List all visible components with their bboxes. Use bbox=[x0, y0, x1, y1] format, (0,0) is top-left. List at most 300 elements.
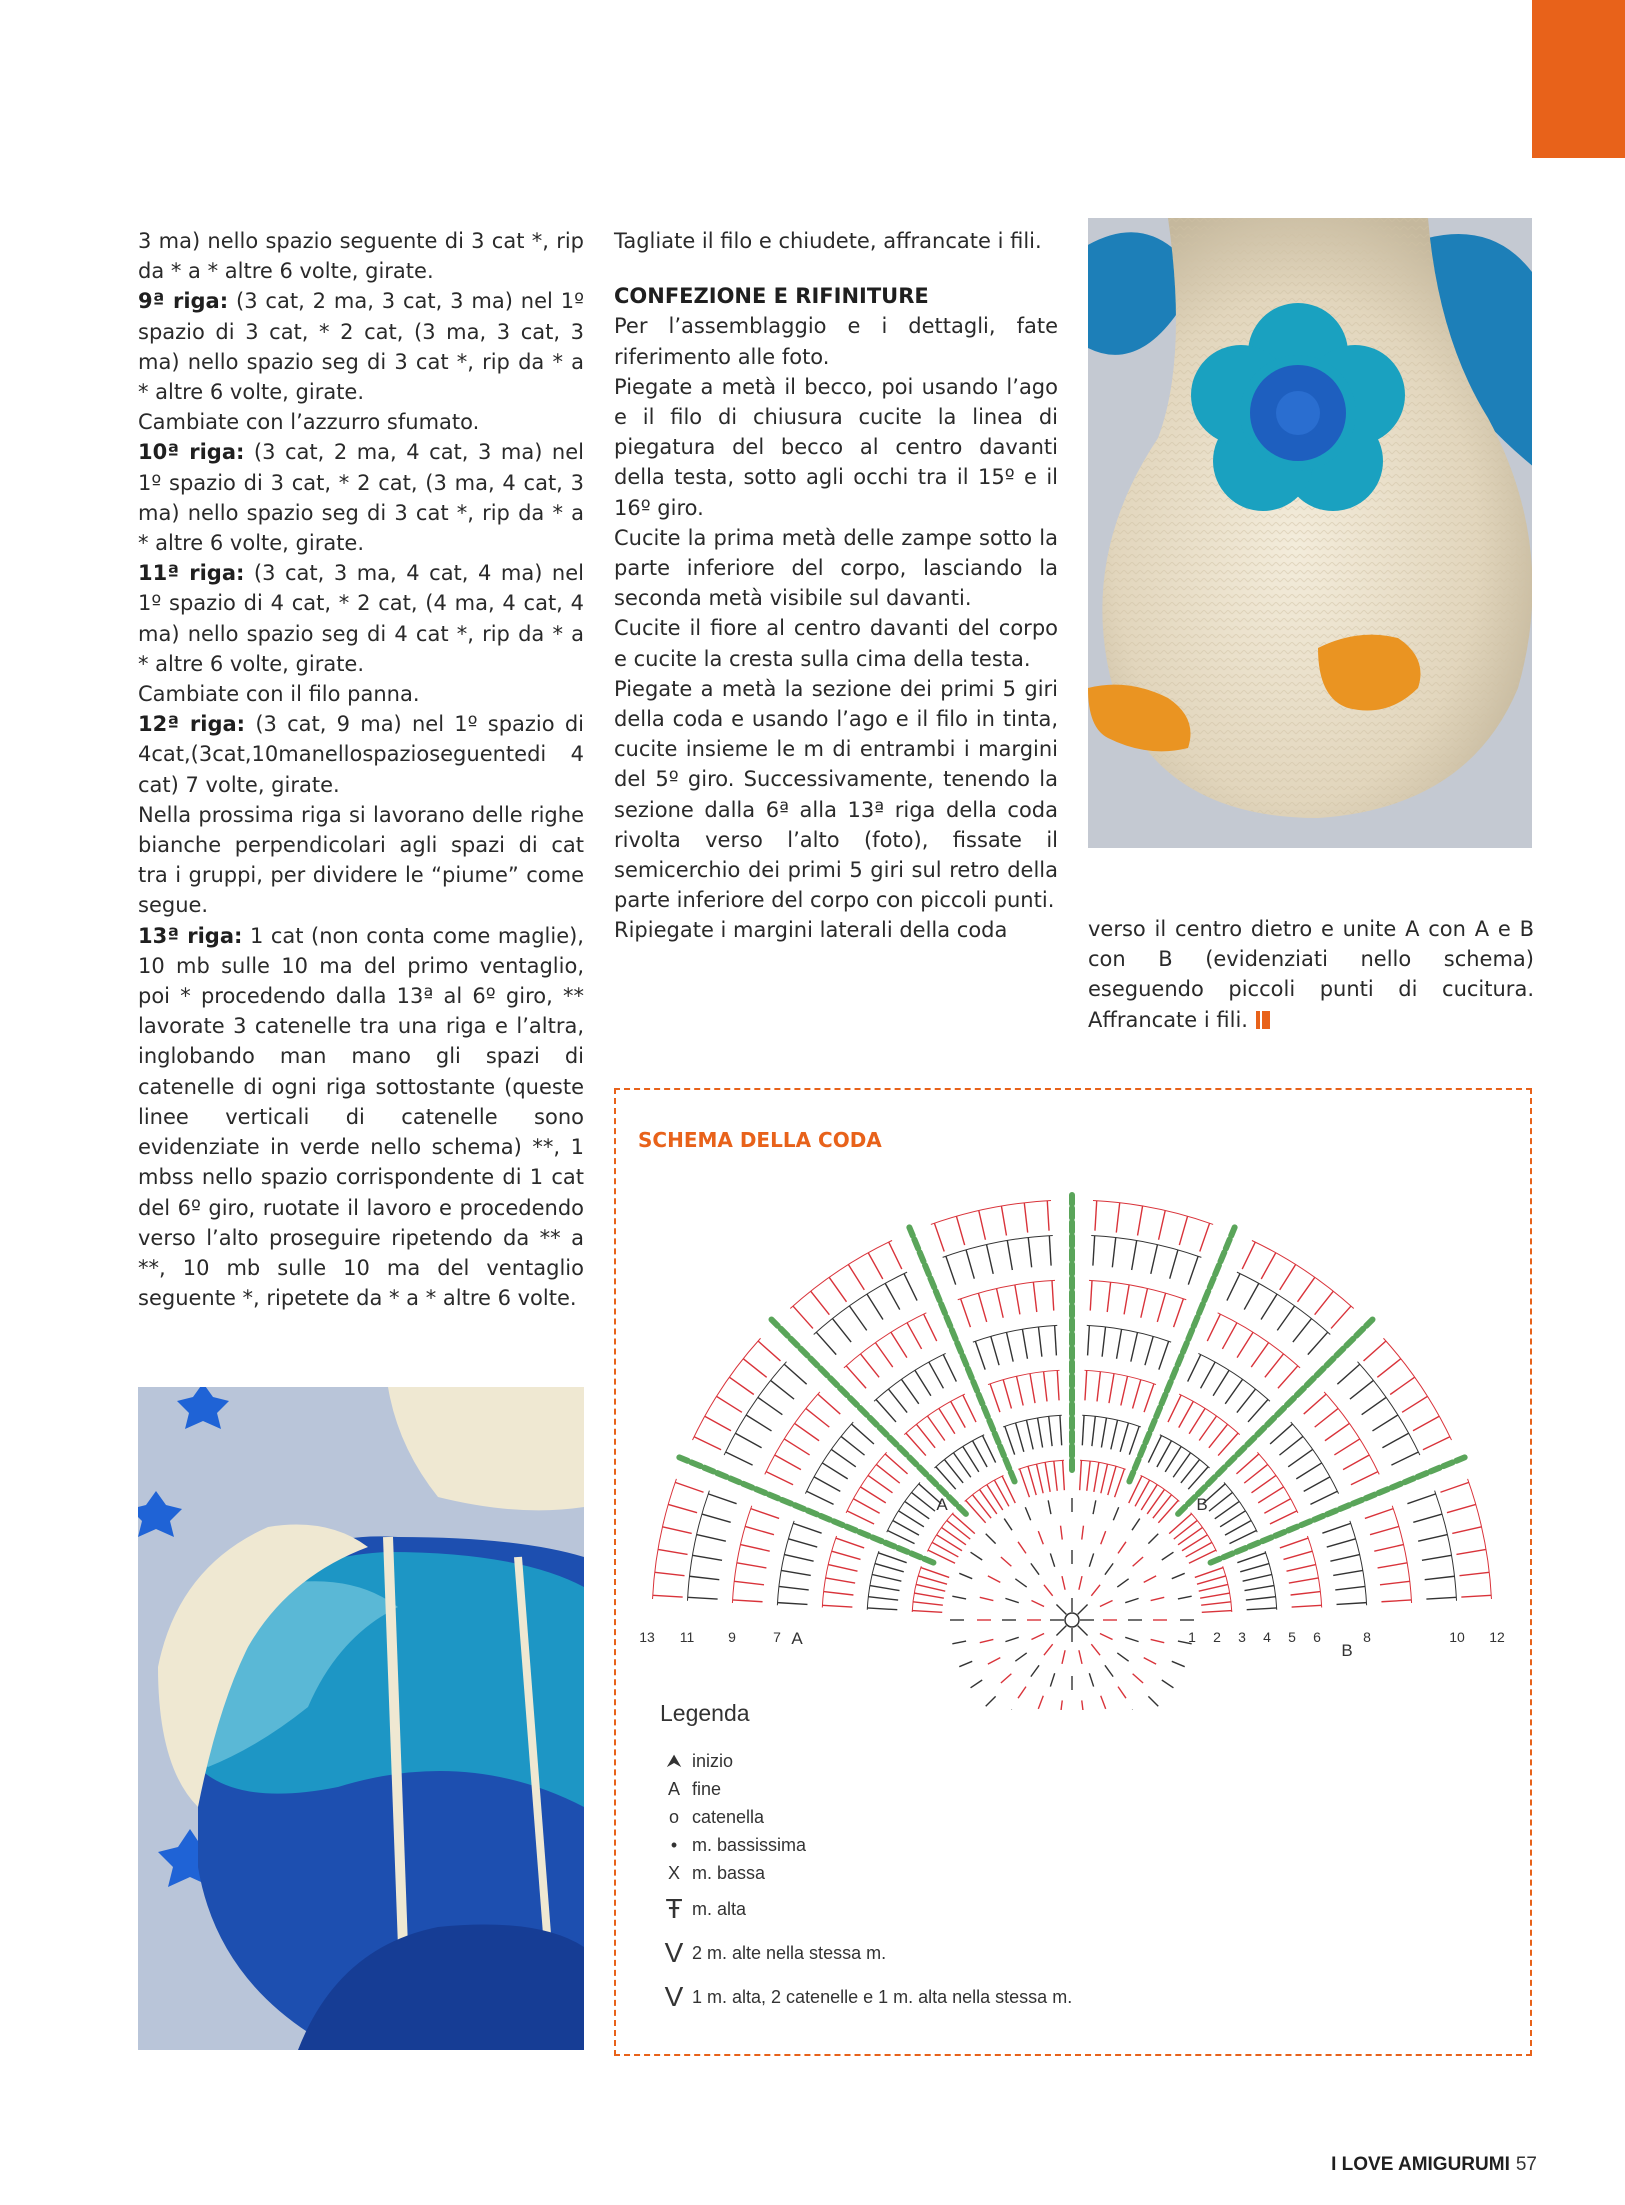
chain-arc bbox=[1018, 1460, 1064, 1469]
stitch-mark bbox=[1062, 1576, 1065, 1590]
chain-arc bbox=[1392, 1506, 1411, 1603]
fan-stitch bbox=[1129, 1426, 1139, 1454]
chain-arc bbox=[965, 1475, 1004, 1501]
fan-stitch bbox=[1225, 1379, 1242, 1403]
stitch-mark bbox=[1056, 1604, 1066, 1614]
fan-stitch bbox=[694, 1437, 721, 1450]
chain-arc bbox=[687, 1491, 709, 1601]
green-chain-line bbox=[1178, 1319, 1372, 1513]
fan-stitch bbox=[1145, 1336, 1153, 1365]
legend-item bbox=[660, 1931, 1160, 1975]
chain-arc bbox=[1218, 1313, 1300, 1368]
section-title: CONFEZIONE E RIFINITURE bbox=[614, 284, 929, 309]
two-dc-same-icon: V bbox=[664, 1937, 684, 1968]
chain-arc bbox=[1160, 1435, 1210, 1468]
join-marker: A bbox=[936, 1495, 948, 1514]
fan-stitch bbox=[1243, 1574, 1272, 1581]
stitch-mark bbox=[1148, 1534, 1158, 1544]
fan-stitch bbox=[1197, 1576, 1226, 1584]
legend bbox=[660, 1700, 1160, 2019]
stitch-mark bbox=[1125, 1598, 1138, 1602]
green-chain-line bbox=[1129, 1227, 1234, 1481]
green-chain-line bbox=[771, 1319, 965, 1513]
fan-stitch bbox=[1060, 1415, 1062, 1445]
fan-stitch bbox=[1291, 1592, 1321, 1595]
chain-arc bbox=[692, 1338, 760, 1440]
fan-stitch bbox=[1246, 1597, 1276, 1600]
fan-stitch bbox=[1377, 1359, 1400, 1378]
fan-stitch bbox=[987, 1485, 1003, 1510]
fan-stitch bbox=[1165, 1446, 1181, 1471]
stitch-mark bbox=[1144, 1576, 1156, 1583]
row-number: 11 bbox=[679, 1629, 695, 1645]
fan-stitch bbox=[1422, 1555, 1452, 1560]
fan-stitch bbox=[1279, 1436, 1302, 1455]
fan-stitch bbox=[1016, 1423, 1024, 1452]
fan-stitch bbox=[947, 1520, 970, 1539]
fan-stitch bbox=[851, 1424, 873, 1444]
fan-stitch bbox=[1391, 1452, 1418, 1465]
stitch-mark bbox=[1078, 1626, 1088, 1636]
stitch-mark bbox=[1018, 1542, 1026, 1554]
fan-stitch bbox=[1158, 1500, 1178, 1522]
fan-stitch bbox=[1362, 1397, 1386, 1414]
fan-stitch bbox=[961, 1299, 971, 1327]
fan-stitch bbox=[743, 1359, 766, 1378]
fan-stitch bbox=[1200, 1223, 1210, 1251]
fan-stitch bbox=[1195, 1568, 1223, 1578]
stitch-mark bbox=[1133, 1674, 1143, 1683]
legend-label: m. alta bbox=[692, 1899, 747, 1919]
fan-stitch bbox=[1097, 1372, 1100, 1402]
fan-stitch bbox=[735, 1433, 761, 1448]
fan-stitch bbox=[811, 1291, 830, 1314]
row-text: Cambiate con l’azzurro sfumato. bbox=[138, 410, 480, 435]
instruction-paragraph bbox=[138, 286, 584, 407]
fan-stitch bbox=[1237, 1332, 1253, 1357]
fan-stitch bbox=[937, 1535, 962, 1551]
fan-stitch bbox=[1055, 1326, 1057, 1356]
instruction-paragraph bbox=[138, 709, 584, 800]
row-label: 11ª riga: bbox=[138, 561, 245, 586]
fan-stitch bbox=[1251, 1475, 1275, 1492]
section-tab bbox=[1532, 0, 1625, 158]
fan-stitch bbox=[818, 1394, 840, 1414]
instruction-paragraph bbox=[138, 679, 584, 709]
fan-stitch bbox=[1153, 1495, 1172, 1518]
fan-stitch bbox=[891, 1332, 907, 1357]
stitch-mark bbox=[1091, 1644, 1100, 1655]
fan-stitch bbox=[987, 1245, 994, 1274]
fan-stitch bbox=[746, 1415, 771, 1431]
fan-stitch bbox=[662, 1527, 691, 1534]
fan-stitch bbox=[1201, 1602, 1231, 1605]
stitch-mark bbox=[1082, 1526, 1084, 1540]
fan-stitch bbox=[1447, 1504, 1476, 1512]
fan-stitch bbox=[943, 1355, 956, 1382]
legend-label: 1 m. alta, 2 catenelle e 1 m. alta nella stessa m. bbox=[692, 1987, 1073, 2007]
fan-stitch bbox=[966, 1500, 986, 1522]
fan-stitch bbox=[941, 1527, 965, 1544]
instructions-column-2 bbox=[614, 226, 1058, 946]
stitch-mark bbox=[971, 1552, 983, 1560]
row-number: 1 bbox=[1188, 1629, 1196, 1645]
fan-stitch bbox=[1284, 1551, 1313, 1559]
fan-stitch bbox=[847, 1511, 874, 1524]
legend-item bbox=[660, 1775, 1160, 1803]
stitch-mark bbox=[1078, 1604, 1088, 1614]
fan-stitch bbox=[885, 1454, 907, 1474]
fan-stitch bbox=[973, 1441, 988, 1467]
fan-stitch bbox=[1315, 1291, 1334, 1314]
chain-arc bbox=[777, 1521, 794, 1605]
fan-stitch bbox=[1092, 1416, 1095, 1446]
stitch-mark bbox=[1117, 1579, 1128, 1587]
stitch-mark bbox=[1172, 1573, 1185, 1578]
finishing-paragraph: Cucite la prima metà delle zampe sotto la parte inferiore del corpo, lasciando la seconda metà visibile sul davanti. bbox=[614, 525, 1058, 611]
stitch-mark bbox=[1079, 1576, 1082, 1590]
stitch-mark bbox=[1031, 1665, 1039, 1676]
fan-stitch bbox=[702, 1514, 731, 1522]
closing-text: verso il centro dietro e unite A con A e B con B (evidenziati nello schema) eseguendo piccoli punti di cucitura. Affrancate i fili. bbox=[1088, 917, 1534, 1032]
fan-stitch bbox=[1202, 1611, 1232, 1613]
fan-stitch bbox=[1028, 1237, 1031, 1267]
join-marker: B bbox=[1341, 1641, 1353, 1660]
fan-stitch bbox=[990, 1384, 1000, 1412]
stitch-mark bbox=[1113, 1507, 1118, 1520]
fan-stitch bbox=[1364, 1341, 1386, 1361]
fan-stitch bbox=[939, 1408, 955, 1433]
legend-item bbox=[660, 1887, 1160, 1931]
fan-stitch bbox=[771, 1380, 794, 1399]
fan-stitch bbox=[915, 1370, 931, 1395]
chain-arc bbox=[1089, 1280, 1186, 1299]
fan-stitch bbox=[901, 1379, 918, 1403]
fan-stitch bbox=[1151, 1245, 1158, 1274]
stitch-mark bbox=[1079, 1650, 1082, 1664]
fan-stitch bbox=[1024, 1203, 1027, 1233]
legend-title: Legenda bbox=[660, 1700, 750, 1726]
tail-crochet-chart bbox=[616, 1090, 1530, 1710]
legend-label: 2 m. alte nella stessa m. bbox=[692, 1943, 887, 1963]
fan-stitch bbox=[1370, 1526, 1399, 1534]
fan-stitch bbox=[946, 1256, 956, 1284]
fan-stitch bbox=[1094, 1462, 1099, 1492]
fan-stitch bbox=[1174, 1520, 1197, 1539]
fan-stitch bbox=[1044, 1372, 1047, 1402]
fan-stitch bbox=[898, 1511, 923, 1527]
fan-stitch bbox=[1264, 1499, 1290, 1514]
fan-stitch bbox=[1413, 1514, 1442, 1522]
fan-stitch bbox=[816, 1332, 836, 1354]
stitch-mark bbox=[1015, 1579, 1026, 1587]
fan-stitch bbox=[717, 1396, 742, 1412]
stitch-mark bbox=[952, 1596, 966, 1599]
fan-stitch bbox=[952, 1514, 974, 1534]
stitch-mark bbox=[1062, 1650, 1065, 1664]
fan-stitch bbox=[956, 1216, 964, 1245]
fan-stitch bbox=[1121, 1376, 1128, 1405]
stitch-mark bbox=[1025, 1507, 1030, 1520]
fan-stitch bbox=[1049, 1416, 1052, 1446]
fan-stitch bbox=[1304, 1394, 1326, 1414]
fan-stitch bbox=[907, 1323, 922, 1349]
tail-chart-box bbox=[614, 1088, 1532, 2056]
fan-stitch bbox=[1248, 1399, 1268, 1421]
stitch-mark bbox=[1118, 1687, 1126, 1699]
stitch-mark bbox=[971, 1680, 983, 1688]
fan-stitch bbox=[675, 1482, 703, 1492]
fan-stitch bbox=[1124, 1285, 1129, 1315]
stitch-mark bbox=[1018, 1687, 1026, 1699]
fan-stitch bbox=[1237, 1389, 1256, 1412]
chain-icon: o bbox=[668, 1807, 679, 1827]
chain-arc bbox=[904, 1394, 965, 1435]
stitch-mark bbox=[1089, 1673, 1093, 1686]
chain-arc bbox=[1082, 1415, 1141, 1427]
end-arrow-icon: A bbox=[667, 1779, 680, 1799]
finishing-paragraph: Per l’assemblaggio e i dettagli, fate riferimento alle foto. bbox=[614, 314, 1058, 369]
page-number: 57 bbox=[1515, 2154, 1537, 2175]
fan-stitch bbox=[688, 1597, 718, 1599]
fan-stitch bbox=[655, 1572, 685, 1575]
fan-stitch bbox=[1280, 1265, 1296, 1290]
fan-stitch bbox=[1381, 1600, 1411, 1602]
fan-stitch bbox=[1120, 1423, 1128, 1452]
stitch-mark bbox=[1144, 1658, 1156, 1665]
join-marker: A bbox=[791, 1629, 803, 1648]
stitch-mark bbox=[1031, 1600, 1044, 1606]
chain-arc bbox=[724, 1362, 786, 1455]
fan-stitch bbox=[766, 1472, 793, 1485]
fan-stitch bbox=[1304, 1477, 1330, 1492]
fan-stitch bbox=[1308, 1332, 1328, 1354]
fan-stitch bbox=[1188, 1256, 1198, 1284]
stitch-mark bbox=[986, 1534, 996, 1544]
legend-label: inizio bbox=[692, 1751, 734, 1771]
fan-stitch bbox=[793, 1306, 813, 1328]
fan-stitch bbox=[906, 1433, 926, 1455]
fan-stitch bbox=[1117, 1329, 1122, 1359]
fan-stitch bbox=[1280, 1538, 1308, 1548]
fan-stitch bbox=[824, 1592, 854, 1595]
row-number: 8 bbox=[1363, 1629, 1371, 1645]
instructions-column-3 bbox=[1088, 914, 1534, 1035]
green-chain-line bbox=[679, 1457, 933, 1562]
row-text: (3 cat, 3 ma, 4 cat, 4 ma) nel 1º spazio di 4 cat, * 2 cat, (4 ma, 4 cat, 4 ma) nello spazio seg di 4 cat *, rip da * a * altre 6 volte, girate. bbox=[138, 561, 584, 676]
stitch-mark bbox=[1004, 1519, 1012, 1531]
fan-stitch bbox=[1179, 1216, 1187, 1245]
fan-stitch bbox=[1168, 1395, 1181, 1422]
green-chain-line bbox=[1211, 1457, 1465, 1562]
fan-stitch bbox=[889, 1242, 902, 1269]
row-number: 2 bbox=[1213, 1629, 1221, 1645]
row-text: (3 cat, 2 ma, 4 cat, 3 ma) nel 1º spazio di 3 cat, * 2 cat, (3 ma, 4 cat, 3 ma) nello spazio seg di 3 cat *, rip da * a * altre 6 volte, girate. bbox=[138, 440, 584, 556]
stitch-mark bbox=[1105, 1563, 1113, 1574]
fan-stitch bbox=[733, 1600, 763, 1602]
chain-arc bbox=[653, 1479, 677, 1599]
fan-stitch bbox=[1144, 1384, 1154, 1412]
fan-stitch bbox=[1209, 1424, 1228, 1447]
fan-stitch bbox=[1258, 1487, 1283, 1503]
fan-stitch bbox=[975, 1341, 985, 1369]
fan-stitch bbox=[1101, 1418, 1106, 1448]
fan-stitch bbox=[1189, 1408, 1205, 1433]
row-number: 13 bbox=[639, 1629, 655, 1645]
fan-stitch bbox=[745, 1526, 774, 1534]
fan-stitch bbox=[1288, 1449, 1312, 1466]
fan-stitch bbox=[924, 1314, 937, 1341]
stitch-mark bbox=[1038, 1531, 1043, 1544]
finishing-paragraph: Piegate a metà la sezione dei primi 5 giri della coda e usando l’ago e il filo in tinta, cucite insieme le m di entrambi i margini del 5º giro. Successivamente, tenendo la sezione dalla 6ª alla 13ª riga della coda rivolta verso l’alto (foto), fissate il semicerchio dei primi 5 giri sul retro della parte inferiore del corpo con piccoli punti. bbox=[614, 676, 1058, 913]
fan-stitch bbox=[914, 1593, 944, 1598]
fan-stitch bbox=[1030, 1374, 1035, 1404]
fan-stitch bbox=[1115, 1469, 1125, 1497]
fan-stitch bbox=[1159, 1210, 1166, 1239]
fan-stitch bbox=[1277, 1306, 1294, 1330]
row-label: 13ª riga: bbox=[138, 923, 243, 948]
stitch-mark bbox=[1151, 1597, 1165, 1600]
fan-stitch bbox=[1227, 1274, 1240, 1301]
fan-stitch bbox=[1093, 1236, 1095, 1266]
fan-stitch bbox=[1111, 1420, 1118, 1449]
row-text: 3 ma) nello spazio seguente di 3 cat *, rip da * a * altre 6 volte, girate. bbox=[138, 229, 584, 284]
fan-stitch bbox=[1116, 1203, 1119, 1233]
chain-arc bbox=[958, 1280, 1055, 1299]
chain-arc bbox=[732, 1506, 751, 1603]
fan-stitch bbox=[853, 1499, 879, 1514]
fan-stitch bbox=[1159, 1341, 1169, 1369]
fan-stitch bbox=[934, 1223, 944, 1251]
stitch-mark bbox=[959, 1661, 972, 1666]
fan-stitch bbox=[831, 1449, 855, 1466]
chain-arc bbox=[988, 1370, 1060, 1384]
chain-arc bbox=[814, 1272, 907, 1334]
stitch-mark bbox=[1001, 1674, 1011, 1683]
v-stitch-icon: V bbox=[664, 1981, 684, 2012]
fan-stitch bbox=[1169, 1514, 1191, 1534]
fan-stitch bbox=[912, 1611, 942, 1613]
fan-stitch bbox=[972, 1495, 991, 1518]
fan-stitch bbox=[1088, 1326, 1090, 1356]
fan-stitch bbox=[1188, 1355, 1201, 1382]
stitch-mark bbox=[1089, 1553, 1093, 1566]
start-arrow-icon: ⮝ bbox=[666, 1751, 682, 1771]
fan-stitch bbox=[1063, 1460, 1065, 1490]
fan-stitch bbox=[795, 1423, 819, 1440]
fan-stitch bbox=[868, 1475, 892, 1492]
chain-arc bbox=[1087, 1325, 1171, 1342]
stitch-mark bbox=[1056, 1626, 1066, 1636]
chain-arc bbox=[1307, 1536, 1321, 1608]
fan-stitch bbox=[1337, 1364, 1359, 1384]
stitch-mark bbox=[988, 1658, 1000, 1665]
fan-stitch bbox=[878, 1553, 906, 1563]
fan-stitch bbox=[778, 1603, 808, 1605]
fan-stitch bbox=[822, 1605, 852, 1607]
fan-stitch bbox=[832, 1319, 851, 1342]
fan-stitch bbox=[1225, 1521, 1251, 1536]
chain-arc bbox=[887, 1482, 920, 1532]
stitch-mark bbox=[1031, 1563, 1039, 1574]
fan-stitch bbox=[1220, 1511, 1245, 1527]
stitch-mark bbox=[959, 1573, 972, 1578]
fan-stitch bbox=[1178, 1527, 1202, 1544]
chain-arc bbox=[874, 1353, 946, 1401]
fan-stitch bbox=[775, 1455, 801, 1470]
fan-stitch bbox=[860, 1487, 885, 1503]
fan-stitch bbox=[1028, 1466, 1036, 1495]
fan-stitch bbox=[788, 1539, 817, 1547]
double-crochet-icon: Ŧ bbox=[665, 1893, 683, 1924]
row-text: 1 cat (non conta come maglie), 10 mb sulle 10 ma del primo ventaglio, poi * procedendo dalla 13ª al 6º giro, ** lavorate 3 catenelle tra una riga e l’altra, inglobando man mano gli spazi di catenelle di ogni riga sottostante (queste linee verticali di catenelle sono evidenziate in verde nello schema) **, 1 mbss nello spazio corrispondente di 1 cat del 6º giro, ruotate il lavoro e procedendo verso l’alto proseguire ripetendo da ** a **, 10 mb sulle 10 ma del ventaglio seguente *, ripetete da * a * altre 6 volte. bbox=[138, 923, 584, 1311]
fan-stitch bbox=[1333, 1570, 1363, 1575]
fan-stitch bbox=[1452, 1527, 1481, 1534]
fan-stitch bbox=[1101, 1464, 1108, 1493]
fan-stitch bbox=[1038, 1327, 1041, 1357]
fan-stitch bbox=[1199, 1584, 1228, 1591]
fan-stitch bbox=[846, 1366, 866, 1388]
legend-label: catenella bbox=[692, 1807, 765, 1827]
chain-arc bbox=[1383, 1338, 1451, 1440]
fan-stitch bbox=[1052, 1281, 1054, 1311]
fan-stitch bbox=[1222, 1323, 1237, 1349]
fan-stitch bbox=[1245, 1586, 1275, 1591]
fan-stitch bbox=[1372, 1415, 1397, 1431]
fan-stitch bbox=[1287, 1565, 1316, 1572]
fan-stitch bbox=[814, 1477, 840, 1492]
fan-stitch bbox=[1289, 1578, 1319, 1583]
stitch-mark bbox=[1005, 1637, 1018, 1641]
fan-stitch bbox=[1378, 1563, 1408, 1568]
fan-stitch bbox=[1049, 1236, 1051, 1266]
fan-stitch bbox=[1343, 1455, 1369, 1470]
fan-stitch bbox=[1270, 1511, 1297, 1524]
fan-stitch bbox=[1054, 1461, 1057, 1491]
stitch-mark bbox=[1091, 1585, 1100, 1596]
fan-stitch bbox=[1102, 1327, 1105, 1357]
fan-stitch bbox=[867, 1294, 883, 1319]
fan-stitch bbox=[1045, 1462, 1050, 1492]
stitch-mark bbox=[1001, 1557, 1011, 1566]
fan-stitch bbox=[1380, 1581, 1410, 1584]
magic-ring bbox=[1065, 1613, 1079, 1627]
fan-stitch bbox=[1199, 1416, 1216, 1440]
legend-item bbox=[660, 1859, 1160, 1887]
stitch-mark bbox=[1093, 1500, 1096, 1514]
row-label: 12ª riga: bbox=[138, 712, 246, 737]
instruction-paragraph bbox=[138, 558, 584, 679]
chain-arc bbox=[846, 1452, 887, 1513]
chain-arc bbox=[1468, 1479, 1492, 1599]
fan-stitch bbox=[758, 1397, 782, 1414]
legend-label: fine bbox=[692, 1779, 722, 1799]
legend-label: m. bassissima bbox=[692, 1835, 807, 1855]
fan-stitch bbox=[1182, 1535, 1207, 1551]
finishing-paragraph: Cucite il fiore al centro davanti del corpo e cucite la cresta sulla cima della testa. bbox=[614, 616, 1058, 671]
finishing-paragraph: Piegate a metà il becco, poi usando l’ago e il filo di chiusura cucite la linea di piegatura del becco al centro davanti della testa, sotto agli occhi tra il 15º e il 16º giro. bbox=[614, 374, 1058, 520]
fan-stitch bbox=[1390, 1377, 1414, 1394]
row-number: 10 bbox=[1449, 1629, 1465, 1645]
fan-stitch bbox=[1293, 1319, 1312, 1342]
single-crochet-icon: X bbox=[667, 1863, 680, 1883]
chain-arc bbox=[1198, 1353, 1270, 1401]
fan-stitch bbox=[1418, 1535, 1447, 1542]
fan-stitch bbox=[1001, 1206, 1006, 1236]
fan-stitch bbox=[997, 1288, 1004, 1317]
fan-stitch bbox=[740, 1545, 769, 1552]
fan-stitch bbox=[983, 1436, 996, 1463]
